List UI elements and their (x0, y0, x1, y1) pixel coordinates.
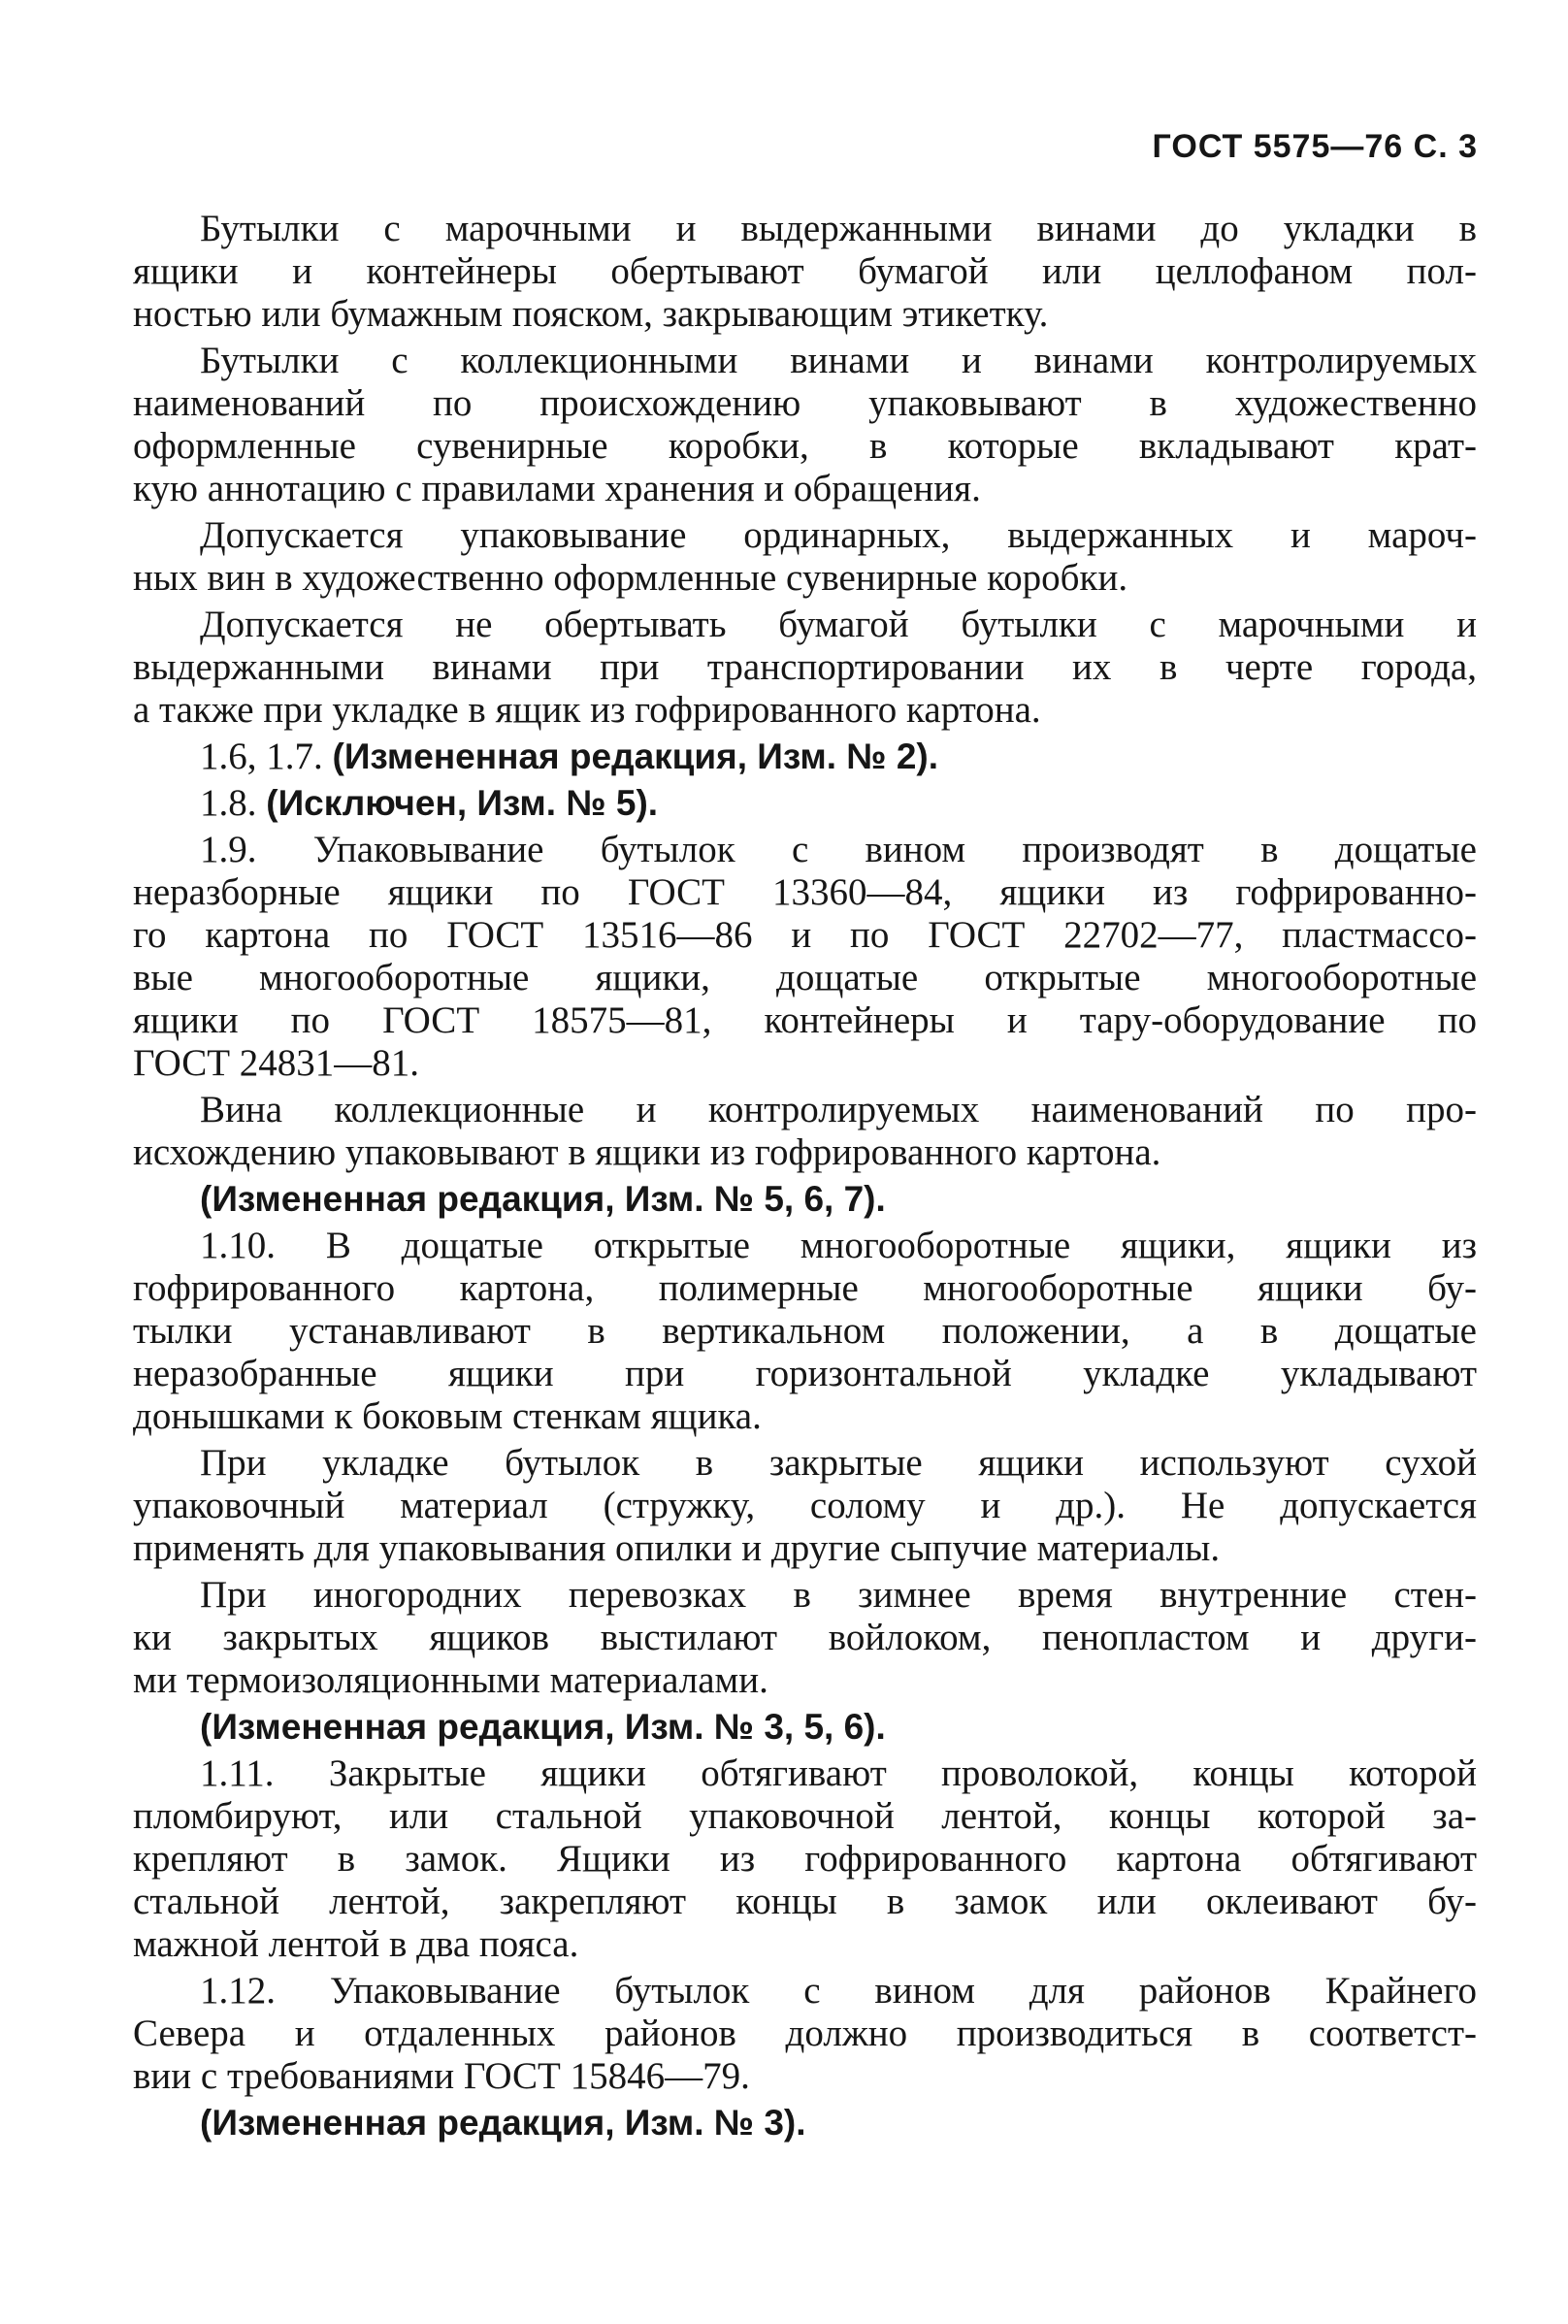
text-line: ящики по ГОСТ 18575—81, контейнеры и тару-оборудование по (133, 999, 1477, 1041)
text-line: вии с требованиями ГОСТ 15846—79. (133, 2055, 750, 2097)
document-body (133, 208, 1477, 2148)
paragraph (133, 736, 1477, 778)
text-line: При укладке бутылок в закрытые ящики используют сухой (200, 1442, 1477, 1484)
text-line: 1.9. Упаковывание бутылок с вином производят в дощатые (200, 829, 1477, 870)
amendment-line (133, 2102, 1477, 2144)
text-line: неразобранные ящики при горизонтальной укладке укладывают (133, 1353, 1477, 1394)
text-line: упаковочный материал (стружку, солому и др.). Не допускается (133, 1485, 1477, 1526)
clause-number: 1.8. (200, 782, 257, 824)
paragraph (133, 1178, 1477, 1221)
text-line: а также при укладке в ящик из гофрированного картона. (133, 689, 1041, 731)
text-line: ки закрытых ящиков выстилают войлоком, пенопластом и други- (133, 1617, 1477, 1658)
clause-number: 1.6, 1.7. (200, 736, 323, 777)
amendment-line (133, 782, 1477, 825)
text-line: При иногородних перевозках в зимнее время внутренние стен- (200, 1574, 1477, 1616)
text-line: Допускается упаковывание ординарных, выдержанных и мароч- (200, 514, 1477, 556)
text-line: ГОСТ 24831—81. (133, 1042, 420, 1084)
amendment-line (133, 736, 1477, 778)
amendment-note: (Измененная редакция, Изм. № 5, 6, 7). (200, 1179, 886, 1219)
text-line: тылки устанавливают в вертикальном положении, а в дощатые (133, 1310, 1477, 1352)
text-line: Вина коллекционные и контролируемых наименований по про- (200, 1089, 1477, 1130)
amendment-line (133, 1178, 1477, 1221)
paragraph (133, 514, 1477, 600)
text-line: ми термоизоляционными материалами. (133, 1659, 768, 1701)
paragraph (133, 1442, 1477, 1570)
text-line: кую аннотацию с правилами хранения и обращения. (133, 468, 981, 509)
text-line: 1.12. Упаковывание бутылок с вином для районов Крайнего (200, 1970, 1477, 2012)
text-line: го картона по ГОСТ 13516—86 и по ГОСТ 22702—77, пластмассо- (133, 914, 1477, 956)
text-line: 1.11. Закрытые ящики обтягивают проволокой, концы которой (200, 1752, 1477, 1794)
text-line: вые многооборотные ящики, дощатые открытые многооборотные (133, 957, 1477, 998)
paragraph (133, 1706, 1477, 1749)
paragraph (133, 604, 1477, 732)
paragraph (133, 1225, 1477, 1438)
amendment-note: (Измененная редакция, Изм. № 3). (200, 2103, 806, 2143)
text-line: пломбируют, или стальной упаковочной лентой, концы которой за- (133, 1795, 1477, 1837)
text-line: ностью или бумажным пояском, закрывающим этикетку. (133, 293, 1049, 335)
text-line: гофрированного картона, полимерные многооборотные ящики бу- (133, 1267, 1477, 1309)
text-line: мажной лентой в два пояса. (133, 1923, 579, 1965)
text-line: оформленные сувенирные коробки, в которые вкладывают крат- (133, 425, 1477, 467)
text-line: ящики и контейнеры обертывают бумагой или целлофаном пол- (133, 250, 1477, 292)
amendment-note: (Исключен, Изм. № 5). (266, 783, 659, 823)
paragraph (133, 1970, 1477, 2098)
text-line: наименований по происхождению упаковывают в художественно (133, 382, 1477, 424)
paragraph (133, 208, 1477, 336)
paragraph (133, 782, 1477, 825)
paragraph (133, 829, 1477, 1085)
amendment-note: (Измененная редакция, Изм. № 2). (332, 736, 939, 776)
text-line: Севера и отдаленных районов должно производиться в соответст- (133, 2013, 1477, 2054)
paragraph (133, 1574, 1477, 1702)
text-line: неразборные ящики по ГОСТ 13360—84, ящики из гофрированно- (133, 871, 1477, 913)
text-line: крепляют в замок. Ящики из гофрированного картона обтягивают (133, 1838, 1477, 1880)
amendment-note: (Измененная редакция, Изм. № 3, 5, 6). (200, 1707, 886, 1747)
text-line: исхождению упаковывают в ящики из гофрированного картона. (133, 1131, 1161, 1173)
text-line: стальной лентой, закрепляют концы в замок или оклеивают бу- (133, 1881, 1477, 1922)
text-line: Бутылки с коллекционными винами и винами контролируемых (200, 340, 1477, 381)
page-header: ГОСТ 5575—76 С. 3 (1152, 128, 1478, 165)
text-line: применять для упаковывания опилки и другие сыпучие материалы. (133, 1527, 1221, 1569)
amendment-line (133, 1706, 1477, 1749)
text-line: ных вин в художественно оформленные сувенирные коробки. (133, 557, 1128, 599)
paragraph (133, 1752, 1477, 1966)
paragraph (133, 2102, 1477, 2144)
paragraph (133, 340, 1477, 510)
text-line: 1.10. В дощатые открытые многооборотные ящики, ящики из (200, 1225, 1477, 1266)
text-line: Бутылки с марочными и выдержанными винами до укладки в (200, 208, 1477, 249)
text-line: донышками к боковым стенкам ящика. (133, 1395, 762, 1437)
text-line: выдержанными винами при транспортировании их в черте города, (133, 646, 1477, 688)
paragraph (133, 1089, 1477, 1174)
text-line: Допускается не обертывать бумагой бутылки с марочными и (200, 604, 1477, 645)
